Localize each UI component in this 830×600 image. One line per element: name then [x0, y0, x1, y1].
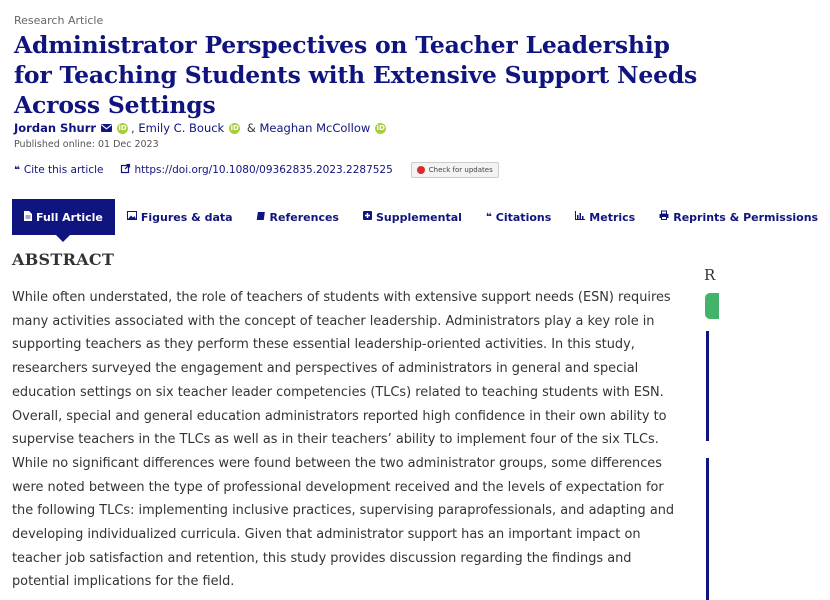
- cite-article-link[interactable]: [14, 164, 103, 176]
- check-updates-icon: [417, 166, 425, 174]
- image-icon: [127, 211, 137, 223]
- doi-link[interactable]: [121, 164, 392, 176]
- article-type-label: Research Article: [14, 14, 104, 27]
- author-link-shurr[interactable]: Jordan Shurr: [14, 121, 97, 135]
- sidebar-heading-partial: R: [704, 266, 716, 284]
- check-for-updates-button[interactable]: [411, 162, 499, 178]
- print-icon: [659, 211, 669, 223]
- quote-icon: ❝: [485, 211, 492, 223]
- cite-article-label: Cite this article: [23, 164, 104, 176]
- tab-label: Citations: [495, 210, 552, 224]
- quote-icon: ❝: [14, 164, 20, 176]
- external-link-icon: [121, 164, 130, 176]
- article-tabs: [12, 199, 819, 235]
- check-updates-label: Check for updates: [428, 166, 493, 174]
- plus-square-icon: [363, 211, 372, 223]
- sidebar-panel: [706, 458, 719, 600]
- tab-label: Supplemental: [375, 210, 462, 224]
- book-icon: [257, 211, 266, 224]
- published-date: Published online: 01 Dec 2023: [14, 139, 159, 150]
- author-separator: ,: [131, 121, 135, 135]
- bar-chart-icon: [575, 211, 585, 223]
- tab-metrics[interactable]: [563, 199, 647, 235]
- article-meta-row: [14, 162, 499, 178]
- doi-label: https://doi.org/10.1080/09362835.2023.2287525: [134, 164, 393, 176]
- sidebar-panel: [706, 331, 719, 441]
- tab-label: Figures & data: [140, 210, 233, 224]
- tab-label: Full Article: [36, 210, 103, 224]
- abstract-text: While often understated, the role of teachers of students with extensive support needs (ESN) requires many activities associated with the concept of teacher leadership. Administrators play a key role in supporting teachers as they perform these essential leadership-oriented activities. In this study, researchers surveyed the engagement and perspectives of administrators in general and special education settings on six teacher leader competencies (TLCs) related to teaching students with ESN. Overall, special and general education administrators reported high confidence in their own ability to supervise teachers in the TLCs as well as in their teachers’ ability to implement four of the six TLCs. While no significant differences were found between the two administrator groups, some differences were noted between the type of professional development received and the levels of expectation for the following TLCs: implementing inclusive practices, supervising paraprofessionals, and adapting and developing individualized curricula. Given that administrator support has an important impact on teacher job satisfaction and retention, this study provides discussion regarding the findings and potential implications for the field.: [12, 290, 675, 590]
- tab-reprints-permissions[interactable]: [647, 199, 830, 235]
- tab-label: Metrics: [589, 210, 636, 224]
- tab-references[interactable]: [245, 199, 351, 235]
- tab-label: Reprints & Permissions: [673, 210, 819, 224]
- author-list: [14, 121, 389, 135]
- tab-supplemental[interactable]: [351, 199, 474, 235]
- article-title: Administrator Perspectives on Teacher Leadership for Teaching Students with Extensive Support Needs Across Settings: [14, 31, 698, 119]
- author-link-bouck[interactable]: Emily C. Bouck: [138, 121, 225, 135]
- author-separator: &: [246, 121, 256, 135]
- orcid-icon[interactable]: iD: [376, 123, 385, 132]
- sidebar-green-tab[interactable]: [705, 293, 719, 319]
- document-icon: [24, 211, 32, 224]
- abstract-heading: ABSTRACT: [12, 250, 115, 269]
- tab-citations[interactable]: [474, 199, 563, 235]
- tab-full-article[interactable]: [12, 199, 115, 235]
- email-icon[interactable]: [101, 121, 112, 135]
- orcid-icon[interactable]: iD: [118, 123, 127, 132]
- orcid-icon[interactable]: iD: [230, 123, 239, 132]
- tab-label: References: [269, 210, 339, 224]
- tab-figures-data[interactable]: [115, 199, 245, 235]
- author-link-mccollow[interactable]: Meaghan McCollow: [259, 121, 371, 135]
